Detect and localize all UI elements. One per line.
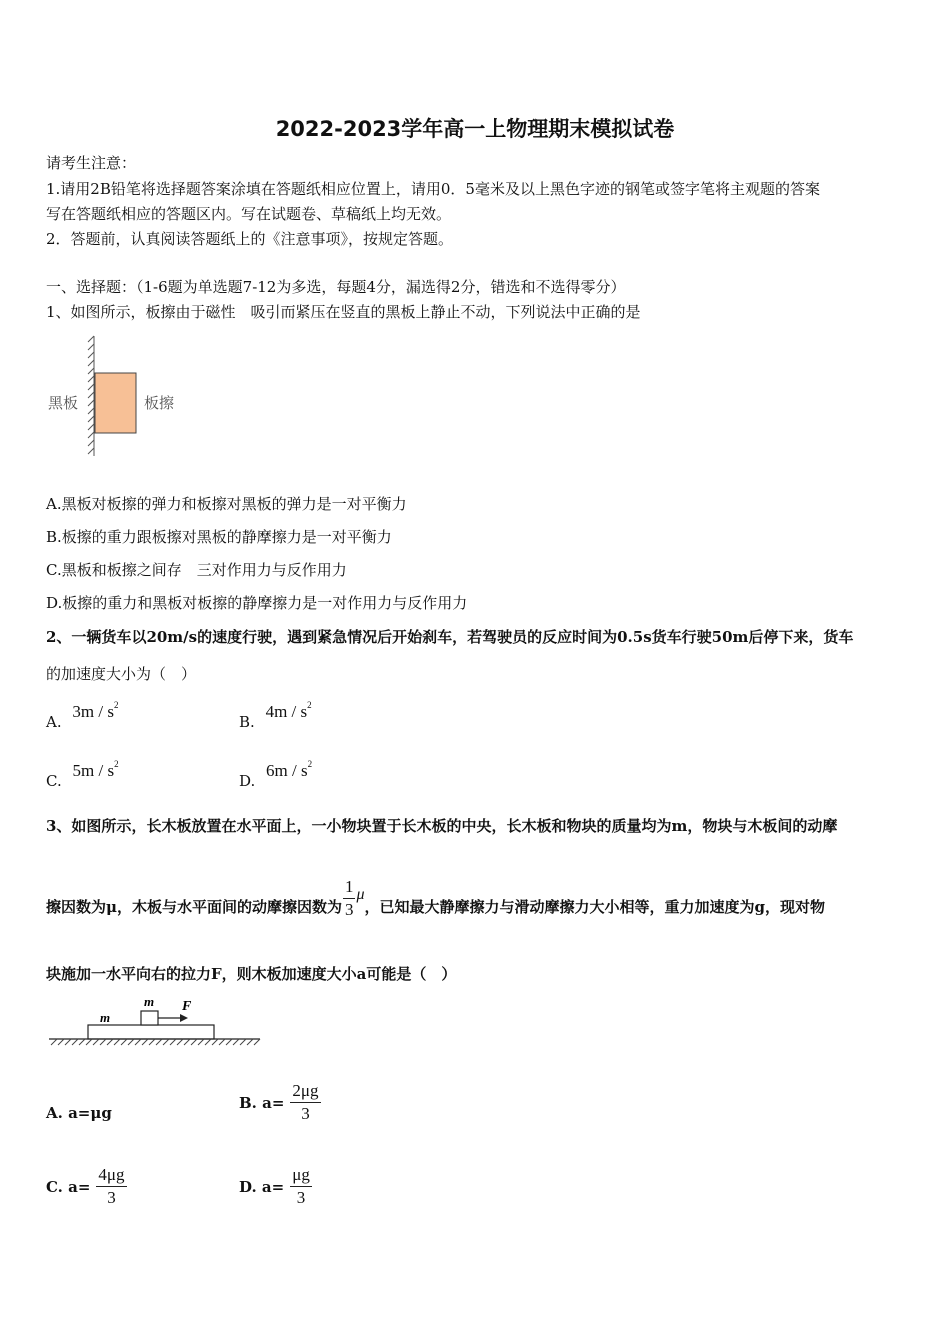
option-letter: A. [46,713,62,731]
q2-option-a [46,700,119,731]
option-prefix: B. a= [239,1093,285,1112]
notice-heading: 请考生注意： [46,154,137,172]
section-heading: 一、选择题：（1-6题为单选题7-12为多选，每题4分，漏选得2分，错选和不选得零分） [46,278,626,296]
q3-stem-b1: 擦因数为μ，木板与水平面间的动摩擦因数为 [46,898,342,916]
frac-num: 2μg [290,1080,320,1103]
option-fraction [290,1164,312,1209]
option-value [266,702,312,721]
frac-den: 3 [107,1188,116,1207]
option-prefix: C. a= [46,1177,91,1196]
option-text: A. a=μg [46,1104,112,1122]
q3-stem-a: 3、如图所示，长木板放置在水平面上，一小物块置于长木板的中央，长木板和物块的质量均为m，物块与木板间的动摩 [46,817,838,835]
frac-num: μg [290,1164,312,1187]
block-shape [141,1011,158,1025]
q1-figure [40,334,200,460]
option-letter: D. [239,772,256,790]
long-board-shape [88,1025,214,1039]
label-m-block: m [144,994,155,1009]
q2-stem-a: 2、一辆货车以20m/s的速度行驶，遇到紧急情况后开始刹车，若驾驶员的反应时间为0.5s货车行驶50m后停下来，货车 [46,628,854,646]
option-value [72,702,118,721]
q3-option-a [46,1104,112,1122]
value-text: 5m / s [72,761,115,780]
label-board: 黑板 [48,394,79,412]
value-text: 3m / s [72,702,114,721]
q3-option-b [239,1080,321,1125]
option-letter: C. [46,772,62,790]
q1-option-a: A.黑板对板擦的弹力和板擦对黑板的弹力是一对平衡力 [46,495,407,513]
q3-stem-c: 块施加一水平向右的拉力F，则木板加速度大小a可能是（ ） [46,965,457,983]
value-text: 4m / s [265,702,308,721]
fraction-one-third [343,876,356,921]
notice-item-1a: 1.请用2B铅笔将选择题答案涂填在答题纸相应位置上，请用0．5毫米及以上黑色字迹的钢笔或签字笔将主观题的答案 [46,180,820,198]
notice-item-2: 2．答题前，认真阅读答题纸上的《注意事项》，按规定答题。 [46,230,454,248]
q1-option-b: B.板擦的重力跟板擦对黑板的静摩擦力是一对平衡力 [46,528,392,546]
value-exp: 2 [307,759,313,769]
q3-figure [46,992,266,1050]
value-text: 6m / s [266,761,308,780]
notice-item-1b: 写在答题纸相应的答题区内。写在试题卷、草稿纸上均无效。 [46,205,452,223]
frac-den: 3 [344,900,354,919]
label-eraser: 板擦 [144,394,175,412]
q1-stem: 1、如图所示，板擦由于磁性 吸引而紧压在竖直的黑板上静止不动，下列说法中正确的是 [46,303,641,321]
exam-title: 2022-2023学年高一上物理期末模拟试卷 [275,117,675,141]
value-exp: 2 [113,700,119,710]
option-fraction [290,1080,320,1125]
option-value [266,761,312,780]
value-exp: 2 [307,700,312,710]
q2-option-c [46,759,119,790]
q1-option-d: D.板擦的重力和黑板对板擦的静摩擦力是一对作用力与反作用力 [46,594,468,612]
label-m-board: m [100,1010,111,1025]
value-exp: 2 [114,759,119,769]
q3-stem-b2: ，已知最大静摩擦力与滑动摩擦力大小相等，重力加速度为g，现对物 [364,898,826,916]
mu-symbol: μ [356,885,365,903]
option-value [73,761,119,780]
q2-option-d [239,759,313,790]
q1-option-c: C.黑板和板擦之间存 三对作用力与反作用力 [46,561,347,579]
q3-option-d [239,1164,312,1209]
option-fraction [96,1164,126,1209]
q2-stem-b: 的加速度大小为（ ） [46,665,197,683]
q3-option-c [46,1164,127,1209]
frac-num: 4μg [96,1164,126,1187]
option-letter: B. [239,713,255,731]
label-F: F [182,999,192,1014]
eraser-shape [95,373,136,433]
frac-den: 3 [296,1188,306,1207]
frac-den: 3 [301,1104,310,1123]
option-prefix: D. a= [239,1177,285,1196]
q2-option-b [239,700,312,731]
q3-stem-b [46,876,825,921]
frac-num: 1 [343,876,356,899]
